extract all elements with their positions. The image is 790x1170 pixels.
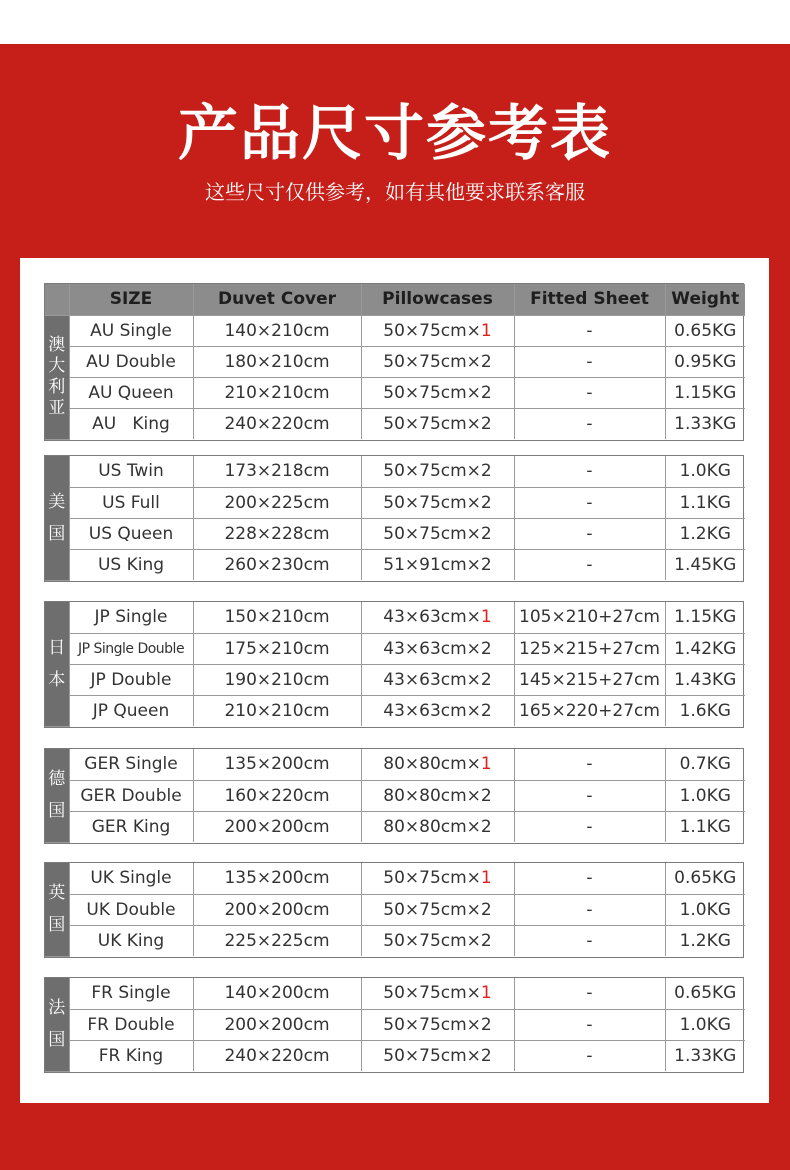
country-group xyxy=(44,455,744,582)
fitted-sheet-cell: - xyxy=(514,749,665,780)
country-label xyxy=(45,456,69,580)
duvet-cover-cell: 140×210cm xyxy=(193,315,361,346)
pillowcases-cell xyxy=(361,633,514,664)
pillowcase-size: 50×75cm× xyxy=(383,492,481,513)
pillowcases-cell xyxy=(361,978,514,1009)
pillowcases-cell xyxy=(361,695,514,726)
header-corner-cell xyxy=(45,284,69,315)
duvet-cover-cell: 225×225cm xyxy=(193,925,361,956)
pillowcase-size: 80×80cm× xyxy=(383,754,481,775)
size-cell: US King xyxy=(69,549,193,580)
pillowcase-quantity: 1 xyxy=(480,320,492,341)
duvet-cover-cell: 200×200cm xyxy=(193,894,361,925)
weight-cell: 1.0KG xyxy=(665,894,745,925)
size-cell: US Queen xyxy=(69,518,193,549)
page-subtitle: 这些尺寸仅供参考，如有其他要求联系客服 xyxy=(205,180,585,204)
pillowcases-cell xyxy=(361,925,514,956)
pillowcase-quantity: 2 xyxy=(480,1045,492,1066)
weight-cell: 1.45KG xyxy=(674,554,737,575)
pillowcase-size: 50×75cm× xyxy=(383,461,481,482)
pillowcase-size: 43×63cm× xyxy=(383,638,481,659)
pillowcases-cell xyxy=(361,749,514,780)
duvet-cover-cell: 150×210cm xyxy=(193,602,361,633)
size-cell: US Twin xyxy=(69,456,193,487)
pillowcase-size: 50×75cm× xyxy=(383,351,481,372)
duvet-cover-cell: 260×230cm xyxy=(193,549,361,580)
weight-cell: 1.1KG xyxy=(665,487,745,518)
table-row xyxy=(45,633,745,664)
size-cell: GER Single xyxy=(69,749,193,780)
pillowcase-size: 50×75cm× xyxy=(383,382,481,403)
table-row xyxy=(45,456,745,487)
pillowcases-cell xyxy=(361,602,514,633)
table-row xyxy=(45,1040,745,1071)
fitted-sheet-cell: - xyxy=(514,978,665,1009)
size-cell: AU Single xyxy=(69,315,193,346)
column-header: Pillowcases xyxy=(361,284,514,315)
size-cell: UK Double xyxy=(69,894,193,925)
pillowcases-cell xyxy=(361,456,514,487)
page-title: 产品尺寸参考表 xyxy=(178,99,612,169)
pillowcase-quantity: 2 xyxy=(480,638,492,659)
weight-cell: 1.0KG xyxy=(665,456,745,487)
duvet-cover-cell: 200×225cm xyxy=(193,487,361,518)
country-group xyxy=(44,283,744,441)
pillowcase-size: 50×75cm× xyxy=(383,930,481,951)
country-name: 英国 xyxy=(48,883,66,936)
size-cell: UK King xyxy=(69,925,193,956)
duvet-cover-cell: 210×210cm xyxy=(193,377,361,408)
size-cell: US Full xyxy=(69,487,193,518)
pillowcase-size: 80×80cm× xyxy=(383,816,481,837)
fitted-sheet-cell: - xyxy=(514,863,665,894)
pillowcase-size: 50×75cm× xyxy=(383,413,481,434)
country-label xyxy=(45,863,69,956)
duvet-cover-cell: 140×200cm xyxy=(193,978,361,1009)
country-label xyxy=(45,978,69,1071)
table-row xyxy=(45,894,745,925)
size-cell: GER King xyxy=(69,811,193,842)
pillowcase-quantity: 1 xyxy=(480,983,492,1004)
top-white-strip xyxy=(0,0,790,44)
weight-cell: 1.42KG xyxy=(665,633,745,664)
pillowcase-size: 43×63cm× xyxy=(383,669,481,690)
pillowcases-cell xyxy=(361,549,514,580)
weight-cell: 1.2KG xyxy=(679,930,731,951)
pillowcase-quantity: 2 xyxy=(480,523,492,544)
weight-cell: 0.7KG xyxy=(665,749,745,780)
pillowcase-quantity: 2 xyxy=(480,382,492,403)
pillowcase-quantity: 2 xyxy=(480,669,492,690)
country-name: 日本 xyxy=(48,637,66,690)
table-row xyxy=(45,377,745,408)
weight-cell: 1.2KG xyxy=(665,518,745,549)
duvet-cover-cell: 200×200cm xyxy=(193,811,361,842)
country-name: 美国 xyxy=(48,491,66,544)
weight-cell: 1.0KG xyxy=(665,1009,745,1040)
table-row xyxy=(45,695,745,726)
table-row xyxy=(45,408,745,439)
duvet-cover-cell: 210×210cm xyxy=(193,695,361,726)
pillowcase-size: 50×75cm× xyxy=(383,868,481,889)
pillowcase-quantity: 2 xyxy=(480,700,492,721)
pillowcase-size: 50×75cm× xyxy=(383,1045,481,1066)
fitted-sheet-cell: - xyxy=(514,1009,665,1040)
column-header: SIZE xyxy=(69,284,193,315)
pillowcases-cell xyxy=(361,1040,514,1071)
size-cell: UK Single xyxy=(69,863,193,894)
fitted-sheet-cell: - xyxy=(514,377,665,408)
duvet-cover-cell: 173×218cm xyxy=(193,456,361,487)
pillowcase-size: 50×75cm× xyxy=(383,320,481,341)
duvet-cover-cell: 180×210cm xyxy=(193,346,361,377)
fitted-sheet-cell: 105×210+27cm xyxy=(514,602,665,633)
size-cell: AU Double xyxy=(69,346,193,377)
weight-cell: 1.0KG xyxy=(665,780,745,811)
weight-cell: 1.33KG xyxy=(674,413,737,434)
weight-cell: 0.65KG xyxy=(665,863,745,894)
pillowcases-cell xyxy=(361,1009,514,1040)
table-row xyxy=(45,346,745,377)
country-group xyxy=(44,977,744,1073)
table-row xyxy=(45,602,745,633)
pillowcase-quantity: 2 xyxy=(480,1014,492,1035)
weight-cell: 0.65KG xyxy=(665,315,745,346)
table-row xyxy=(45,978,745,1009)
pillowcase-size: 43×63cm× xyxy=(383,607,481,628)
table-row xyxy=(45,549,745,580)
pillowcases-cell xyxy=(361,780,514,811)
fitted-sheet-cell: - xyxy=(514,925,665,956)
pillowcases-cell xyxy=(361,408,514,439)
pillowcase-quantity: 2 xyxy=(480,351,492,372)
pillowcases-cell xyxy=(361,346,514,377)
fitted-sheet-cell: - xyxy=(514,456,665,487)
pillowcase-quantity: 2 xyxy=(480,492,492,513)
pillowcases-cell xyxy=(361,518,514,549)
table-row xyxy=(45,487,745,518)
size-cell: AU King xyxy=(69,408,193,439)
duvet-cover-cell: 135×200cm xyxy=(193,863,361,894)
fitted-sheet-cell: - xyxy=(514,408,665,439)
column-header: Duvet Cover xyxy=(193,284,361,315)
duvet-cover-cell: 135×200cm xyxy=(193,749,361,780)
pillowcase-quantity: 2 xyxy=(480,413,492,434)
pillowcases-cell xyxy=(361,315,514,346)
country-group xyxy=(44,862,744,958)
column-header: Weight xyxy=(665,284,745,315)
country-name: 澳大利亚 xyxy=(48,335,66,418)
fitted-sheet-cell: - xyxy=(514,487,665,518)
pillowcase-size: 50×75cm× xyxy=(383,983,481,1004)
duvet-cover-cell: 175×210cm xyxy=(193,633,361,664)
table-row xyxy=(45,863,745,894)
fitted-sheet-cell: - xyxy=(514,894,665,925)
pillowcases-cell xyxy=(361,894,514,925)
table-row xyxy=(45,1009,745,1040)
fitted-sheet-cell: - xyxy=(514,518,665,549)
weight-cell: 1.15KG xyxy=(665,377,745,408)
pillowcases-cell xyxy=(361,664,514,695)
pillowcases-cell xyxy=(361,811,514,842)
fitted-sheet-cell: - xyxy=(514,315,665,346)
fitted-sheet-cell: - xyxy=(514,780,665,811)
table-row xyxy=(45,749,745,780)
size-cell: AU Queen xyxy=(69,377,193,408)
fitted-sheet-cell: 145×215+27cm xyxy=(514,664,665,695)
table-row xyxy=(45,780,745,811)
size-cell: FR King xyxy=(69,1040,193,1071)
pillowcase-size: 43×63cm× xyxy=(383,700,481,721)
size-cell: FR Double xyxy=(69,1009,193,1040)
pillowcase-size: 51×91cm× xyxy=(383,554,481,575)
weight-cell: 1.33KG xyxy=(674,1045,737,1066)
size-cell: GER Double xyxy=(69,780,193,811)
country-label xyxy=(45,602,69,726)
pillowcase-size: 50×75cm× xyxy=(383,1014,481,1035)
duvet-cover-cell: 240×220cm xyxy=(193,1040,361,1071)
weight-cell: 1.6KG xyxy=(679,700,731,721)
pillowcase-quantity: 2 xyxy=(480,930,492,951)
duvet-cover-cell: 240×220cm xyxy=(193,408,361,439)
fitted-sheet-cell: - xyxy=(514,811,665,842)
pillowcases-cell xyxy=(361,487,514,518)
pillowcase-quantity: 1 xyxy=(480,868,492,889)
pillowcase-quantity: 1 xyxy=(480,754,492,775)
fitted-sheet-cell: - xyxy=(514,549,665,580)
table-header-row xyxy=(45,284,745,315)
pillowcase-size: 50×75cm× xyxy=(383,523,481,544)
pillowcase-size: 50×75cm× xyxy=(383,899,481,920)
table-row xyxy=(45,518,745,549)
weight-cell: 0.65KG xyxy=(665,978,745,1009)
duvet-cover-cell: 200×200cm xyxy=(193,1009,361,1040)
pillowcases-cell xyxy=(361,863,514,894)
table-row xyxy=(45,811,745,842)
pillowcase-quantity: 2 xyxy=(480,816,492,837)
country-group xyxy=(44,748,744,844)
pillowcase-quantity: 2 xyxy=(480,785,492,806)
pillowcase-quantity: 2 xyxy=(480,461,492,482)
size-cell: JP Double xyxy=(69,664,193,695)
pillowcase-quantity: 1 xyxy=(480,607,492,628)
table-row xyxy=(45,315,745,346)
size-cell: FR Single xyxy=(69,978,193,1009)
country-name: 德国 xyxy=(48,769,66,822)
size-cell: JP Queen xyxy=(69,695,193,726)
duvet-cover-cell: 228×228cm xyxy=(193,518,361,549)
duvet-cover-cell: 160×220cm xyxy=(193,780,361,811)
table-row xyxy=(45,664,745,695)
pillowcases-cell xyxy=(361,377,514,408)
pillowcase-quantity: 2 xyxy=(480,554,492,575)
fitted-sheet-cell: 125×215+27cm xyxy=(514,633,665,664)
country-label xyxy=(45,749,69,842)
country-name: 法国 xyxy=(48,998,66,1051)
country-label xyxy=(45,315,69,439)
duvet-cover-cell: 190×210cm xyxy=(193,664,361,695)
weight-cell: 1.15KG xyxy=(665,602,745,633)
pillowcase-size: 80×80cm× xyxy=(383,785,481,806)
pillowcase-quantity: 2 xyxy=(480,899,492,920)
weight-cell: 1.1KG xyxy=(679,816,731,837)
table-row xyxy=(45,925,745,956)
fitted-sheet-cell: - xyxy=(514,346,665,377)
fitted-sheet-cell: - xyxy=(514,1040,665,1071)
size-cell: JP Single xyxy=(69,602,193,633)
weight-cell: 1.43KG xyxy=(665,664,745,695)
fitted-sheet-cell: 165×220+27cm xyxy=(514,695,665,726)
weight-cell: 0.95KG xyxy=(665,346,745,377)
country-group xyxy=(44,601,744,728)
size-cell: JP Single Double xyxy=(69,633,193,664)
column-header: Fitted Sheet xyxy=(514,284,665,315)
